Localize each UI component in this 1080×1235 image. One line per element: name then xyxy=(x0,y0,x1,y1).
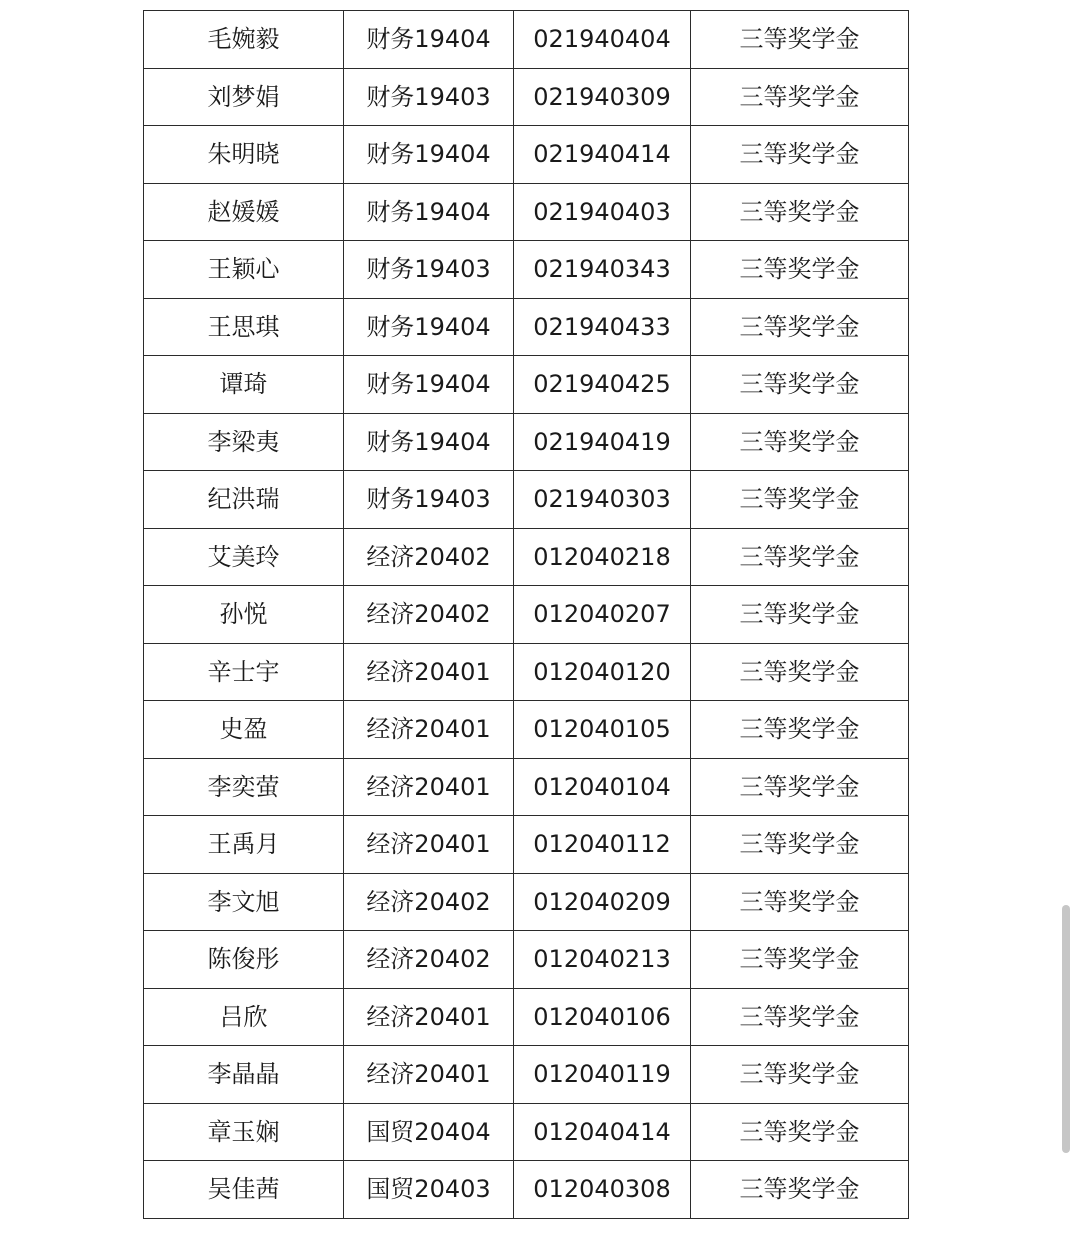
award-cell: 三等奖学金 xyxy=(691,931,909,989)
student-name-cell: 刘梦娟 xyxy=(144,68,344,126)
student-id-cell: 021940433 xyxy=(514,298,691,356)
scrollbar-thumb[interactable] xyxy=(1062,905,1070,1153)
student-name-cell: 吕欣 xyxy=(144,988,344,1046)
student-id-cell: 021940414 xyxy=(514,126,691,184)
award-cell: 三等奖学金 xyxy=(691,183,909,241)
student-id-cell: 012040105 xyxy=(514,701,691,759)
class-cell: 国贸20403 xyxy=(344,1161,514,1219)
class-cell: 财务19403 xyxy=(344,471,514,529)
award-cell: 三等奖学金 xyxy=(691,298,909,356)
award-cell: 三等奖学金 xyxy=(691,1046,909,1104)
class-cell: 经济20401 xyxy=(344,1046,514,1104)
table-row xyxy=(144,1161,909,1219)
scholarship-table xyxy=(143,10,909,1219)
table-row xyxy=(144,413,909,471)
student-id-cell: 012040106 xyxy=(514,988,691,1046)
table-body xyxy=(144,11,909,1219)
student-id-cell: 012040104 xyxy=(514,758,691,816)
award-cell: 三等奖学金 xyxy=(691,241,909,299)
table-row xyxy=(144,1046,909,1104)
student-id-cell: 012040209 xyxy=(514,873,691,931)
student-name-cell: 毛婉毅 xyxy=(144,11,344,69)
table-row xyxy=(144,68,909,126)
student-name-cell: 史盈 xyxy=(144,701,344,759)
class-cell: 财务19404 xyxy=(344,11,514,69)
student-id-cell: 021940404 xyxy=(514,11,691,69)
student-name-cell: 陈俊彤 xyxy=(144,931,344,989)
class-cell: 财务19404 xyxy=(344,356,514,414)
award-cell: 三等奖学金 xyxy=(691,471,909,529)
table-row xyxy=(144,701,909,759)
student-id-cell: 012040213 xyxy=(514,931,691,989)
award-cell: 三等奖学金 xyxy=(691,126,909,184)
student-id-cell: 012040414 xyxy=(514,1103,691,1161)
award-cell: 三等奖学金 xyxy=(691,701,909,759)
award-cell: 三等奖学金 xyxy=(691,643,909,701)
student-id-cell: 012040207 xyxy=(514,586,691,644)
class-cell: 财务19403 xyxy=(344,68,514,126)
student-name-cell: 李文旭 xyxy=(144,873,344,931)
class-cell: 经济20402 xyxy=(344,586,514,644)
table-row xyxy=(144,528,909,586)
student-name-cell: 孙悦 xyxy=(144,586,344,644)
award-cell: 三等奖学金 xyxy=(691,68,909,126)
student-id-cell: 012040308 xyxy=(514,1161,691,1219)
table-row xyxy=(144,1103,909,1161)
award-cell: 三等奖学金 xyxy=(691,586,909,644)
award-cell: 三等奖学金 xyxy=(691,816,909,874)
student-name-cell: 赵媛媛 xyxy=(144,183,344,241)
table-row xyxy=(144,183,909,241)
class-cell: 经济20402 xyxy=(344,873,514,931)
student-name-cell: 章玉娴 xyxy=(144,1103,344,1161)
award-cell: 三等奖学金 xyxy=(691,1161,909,1219)
table-row xyxy=(144,356,909,414)
student-id-cell: 021940303 xyxy=(514,471,691,529)
table-row xyxy=(144,988,909,1046)
student-id-cell: 021940419 xyxy=(514,413,691,471)
student-id-cell: 021940403 xyxy=(514,183,691,241)
student-id-cell: 012040120 xyxy=(514,643,691,701)
award-cell: 三等奖学金 xyxy=(691,758,909,816)
student-name-cell: 王颖心 xyxy=(144,241,344,299)
student-id-cell: 012040218 xyxy=(514,528,691,586)
student-name-cell: 王禹月 xyxy=(144,816,344,874)
award-cell: 三等奖学金 xyxy=(691,356,909,414)
class-cell: 财务19404 xyxy=(344,298,514,356)
table-row xyxy=(144,816,909,874)
award-cell: 三等奖学金 xyxy=(691,1103,909,1161)
student-name-cell: 辛士宇 xyxy=(144,643,344,701)
class-cell: 经济20401 xyxy=(344,643,514,701)
student-name-cell: 李晶晶 xyxy=(144,1046,344,1104)
class-cell: 财务19403 xyxy=(344,241,514,299)
table-row xyxy=(144,126,909,184)
student-id-cell: 012040119 xyxy=(514,1046,691,1104)
class-cell: 经济20401 xyxy=(344,701,514,759)
student-id-cell: 021940309 xyxy=(514,68,691,126)
class-cell: 国贸20404 xyxy=(344,1103,514,1161)
class-cell: 财务19404 xyxy=(344,126,514,184)
student-name-cell: 李梁夷 xyxy=(144,413,344,471)
class-cell: 经济20402 xyxy=(344,528,514,586)
table-row xyxy=(144,931,909,989)
award-cell: 三等奖学金 xyxy=(691,11,909,69)
class-cell: 经济20401 xyxy=(344,758,514,816)
class-cell: 财务19404 xyxy=(344,183,514,241)
award-cell: 三等奖学金 xyxy=(691,413,909,471)
student-name-cell: 李奕萤 xyxy=(144,758,344,816)
award-cell: 三等奖学金 xyxy=(691,988,909,1046)
table-row xyxy=(144,643,909,701)
award-cell: 三等奖学金 xyxy=(691,528,909,586)
class-cell: 经济20401 xyxy=(344,988,514,1046)
class-cell: 财务19404 xyxy=(344,413,514,471)
table-row xyxy=(144,586,909,644)
table-row xyxy=(144,11,909,69)
student-name-cell: 艾美玲 xyxy=(144,528,344,586)
class-cell: 经济20402 xyxy=(344,931,514,989)
table-row xyxy=(144,298,909,356)
table-row xyxy=(144,241,909,299)
class-cell: 经济20401 xyxy=(344,816,514,874)
table-row xyxy=(144,471,909,529)
award-cell: 三等奖学金 xyxy=(691,873,909,931)
student-name-cell: 纪洪瑞 xyxy=(144,471,344,529)
table-row xyxy=(144,873,909,931)
student-name-cell: 谭琦 xyxy=(144,356,344,414)
student-id-cell: 012040112 xyxy=(514,816,691,874)
student-name-cell: 朱明晓 xyxy=(144,126,344,184)
student-id-cell: 021940343 xyxy=(514,241,691,299)
student-name-cell: 王思琪 xyxy=(144,298,344,356)
student-name-cell: 吴佳茜 xyxy=(144,1161,344,1219)
student-id-cell: 021940425 xyxy=(514,356,691,414)
table-row xyxy=(144,758,909,816)
